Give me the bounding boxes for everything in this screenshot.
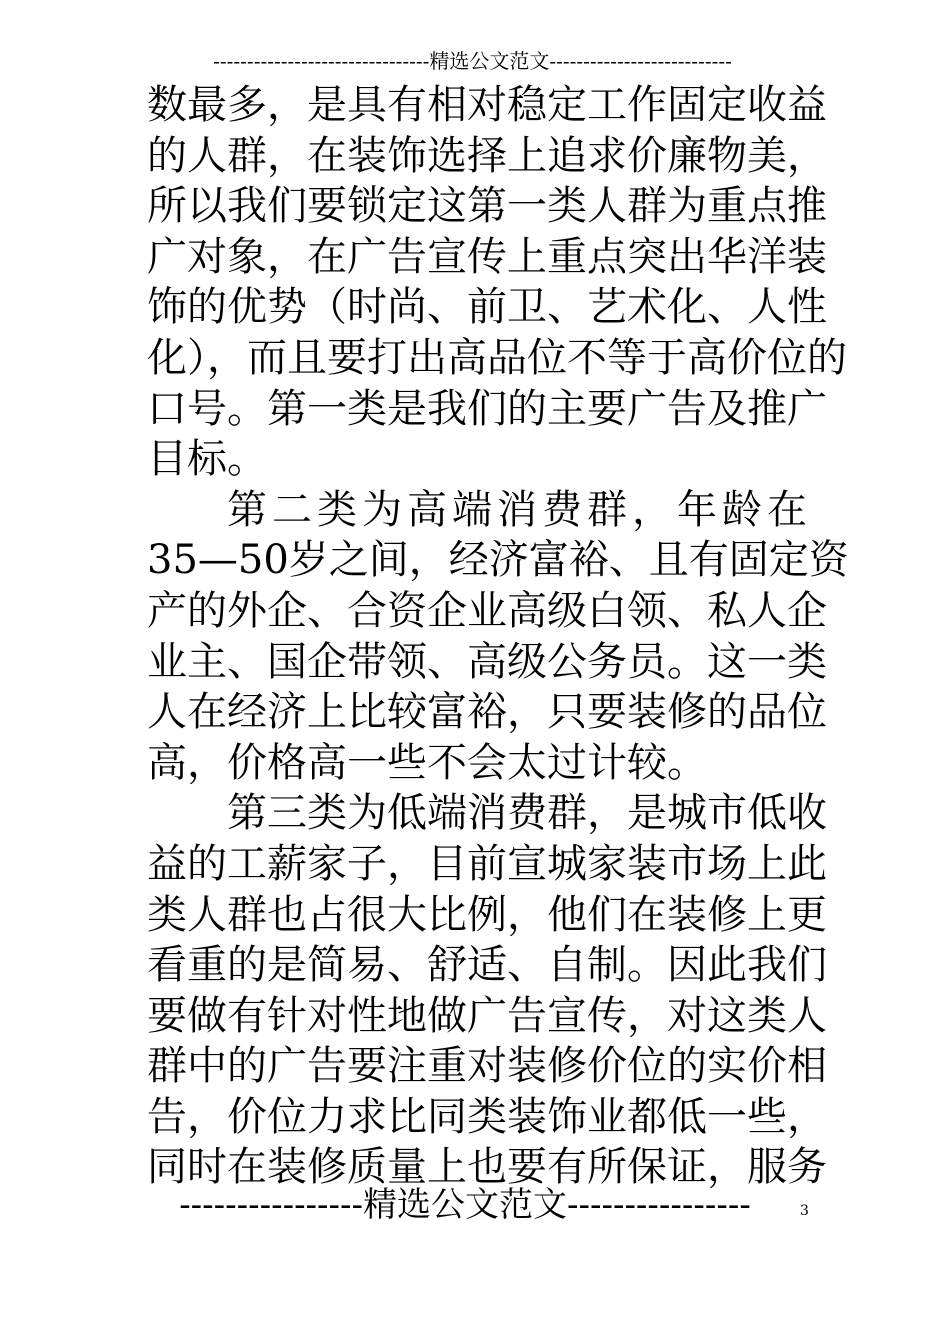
text-line: 目标。 — [147, 436, 267, 483]
text-line: 人在经济上比较富裕，只要装修的品位 — [147, 689, 827, 736]
text-line: 同时在装修质量上也要有所保证，服务 — [147, 1144, 827, 1191]
text-line: 产的外企、合资企业高级白领、私人企 — [147, 587, 827, 634]
paragraph-first-line: 第二类为高端消费群，年龄在 — [227, 486, 807, 533]
text-line: 数最多，是具有相对稳定工作固定收益 — [147, 82, 827, 128]
text-line: 看重的是简易、舒适、自制。因此我们 — [147, 942, 827, 989]
page-number: 3 — [800, 1203, 809, 1219]
text-line: 告，价位力求比同类装饰业都低一些， — [147, 1093, 827, 1140]
text-line: 益的工薪家子，目前宣城家装市场上此 — [147, 840, 827, 887]
paragraph-first-line: 第三类为低端消费群，是城市低收 — [227, 790, 827, 837]
page-header: --------------------------------精选公文范文--------------------------- — [213, 49, 732, 73]
text-line: 所以我们要锁定这第一类人群为重点推 — [147, 183, 827, 230]
text-line: 群中的广告要注重对装修价位的实价相 — [147, 1043, 827, 1090]
text-line: 口号。第一类是我们的主要广告及推广 — [147, 385, 827, 432]
text-line: 广对象，在广告宣传上重点突出华洋装 — [147, 233, 827, 280]
text-line: 业主、国企带领、高级公务员。这一类 — [147, 638, 827, 685]
page-footer: ----------------精选公文范文---------------- — [179, 1185, 751, 1225]
text-line: 饰的优势（时尚、前卫、艺术化、人性 — [147, 284, 827, 331]
text-line: 类人群也占很大比例，他们在装修上更 — [147, 891, 827, 938]
text-line: 高，价格高一些不会太过计较。 — [147, 739, 707, 786]
text-line: 35—50岁之间，经济富裕、且有固定资 — [147, 537, 849, 584]
text-line: 化），而且要打出高品位不等于高价位的 — [147, 334, 847, 381]
text-line: 的人群，在装饰选择上追求价廉物美， — [147, 132, 827, 179]
document-body — [147, 80, 849, 1193]
text-line: 要做有针对性地做广告宣传，对这类人 — [147, 992, 827, 1039]
